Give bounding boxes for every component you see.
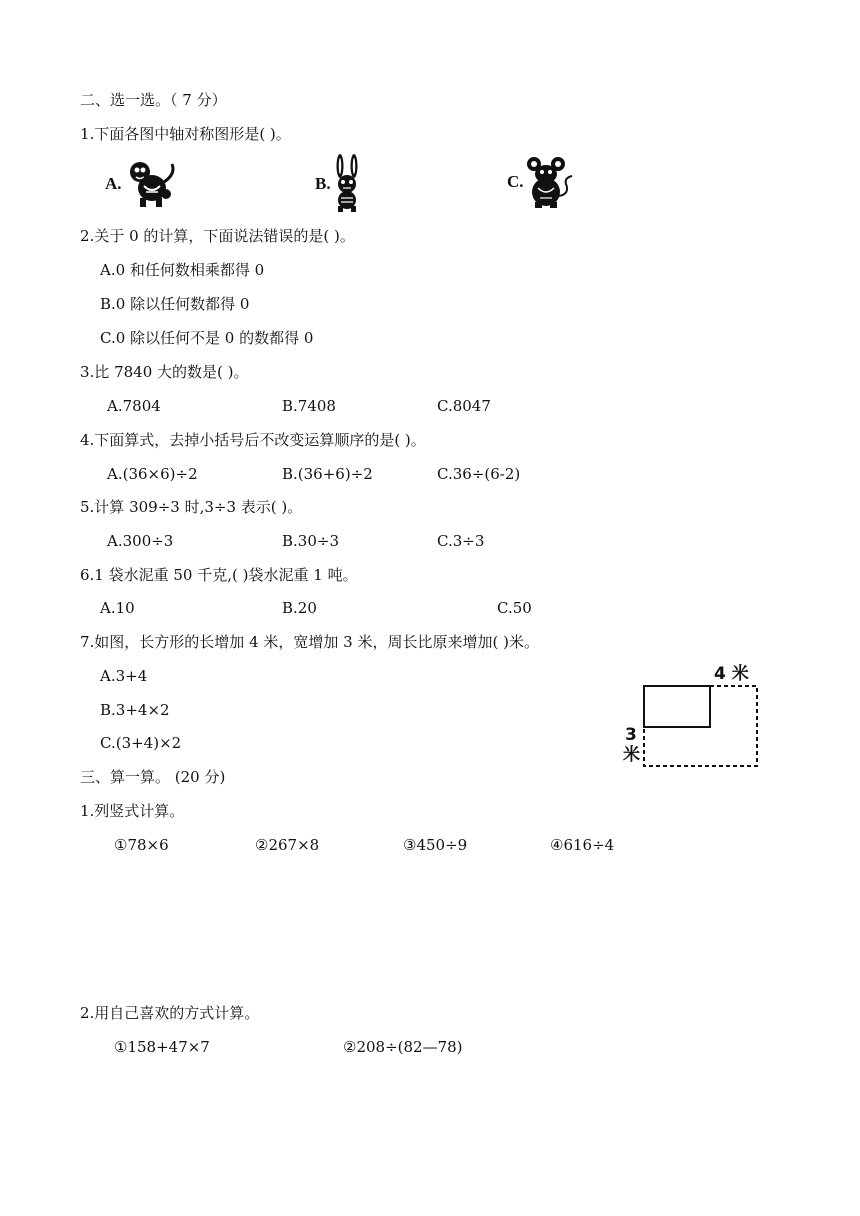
- q3-option-a: A.7804: [107, 397, 161, 415]
- section-3-title: 三、算一算。 (20 分): [80, 768, 226, 786]
- diagram-side-number: 3: [625, 725, 637, 745]
- q6-option-c: C.50: [497, 599, 532, 617]
- q1-option-b-label: B.: [315, 174, 331, 193]
- q5-option-c: C.3÷3: [437, 532, 485, 550]
- q1-option-a-label: A.: [105, 174, 122, 193]
- q3-option-c: C.8047: [437, 397, 491, 415]
- q7-option-b: B.3+4×2: [100, 701, 170, 719]
- q2-option-c: C.0 除以任何不是 0 的数都得 0: [100, 329, 314, 347]
- q7-option-c: C.(3+4)×2: [100, 734, 182, 752]
- question-2-text: 2.关于 0 的计算，下面说法错误的是( )。: [80, 227, 355, 245]
- q6-option-a: A.10: [100, 599, 135, 617]
- q2-option-a: A.0 和任何数相乘都得 0: [100, 261, 265, 279]
- diagram-side-unit: 米: [623, 745, 640, 765]
- question-1-text: 1.下面各图中轴对称图形是( )。: [80, 125, 291, 143]
- free-calc-item-1: ①158+47×7: [114, 1038, 210, 1056]
- question-3-text: 3.比 7840 大的数是( )。: [80, 363, 249, 381]
- q5-option-b: B.30÷3: [282, 532, 339, 550]
- section-2-title: 二、选一选。（ 7 分）: [80, 91, 227, 109]
- diagram-top-label: 4 米: [714, 664, 749, 684]
- q4-option-c: C.36÷(6-2): [437, 465, 521, 483]
- q4-option-b: B.(36+6)÷2: [282, 465, 373, 483]
- q3-option-b: B.7408: [282, 397, 336, 415]
- free-calc-item-2: ②208÷(82—78): [343, 1038, 463, 1056]
- rectangle-diagram: [622, 664, 762, 774]
- section-3-question-1-text: 1.列竖式计算。: [80, 802, 185, 820]
- q6-option-b: B.20: [282, 599, 317, 617]
- question-4-text: 4.下面算式，去掉小括号后不改变运算顺序的是( )。: [80, 431, 426, 449]
- q1-option-c-label: C.: [507, 172, 524, 191]
- q4-option-a: A.(36×6)÷2: [107, 465, 198, 483]
- vertical-calc-item-4: ④616÷4: [550, 836, 615, 854]
- monkey-papercut-icon: [126, 158, 180, 208]
- section-3-question-2-text: 2.用自己喜欢的方式计算。: [80, 1004, 260, 1022]
- vertical-calc-item-3: ③450÷9: [403, 836, 468, 854]
- question-6-text: 6.1 袋水泥重 50 千克,( )袋水泥重 1 吨。: [80, 566, 358, 584]
- q7-option-a: A.3+4: [100, 667, 148, 685]
- q2-option-b: B.0 除以任何数都得 0: [100, 295, 250, 313]
- question-7-text: 7.如图，长方形的长增加 4 米，宽增加 3 米，周长比原来增加( )米。: [80, 633, 539, 651]
- vertical-calc-item-2: ②267×8: [255, 836, 320, 854]
- rabbit-papercut-icon: [330, 154, 364, 212]
- question-5-text: 5.计算 309÷3 时,3÷3 表示( )。: [80, 498, 303, 516]
- vertical-calc-item-1: ①78×6: [114, 836, 169, 854]
- mouse-papercut-icon: [526, 154, 576, 210]
- q5-option-a: A.300÷3: [107, 532, 174, 550]
